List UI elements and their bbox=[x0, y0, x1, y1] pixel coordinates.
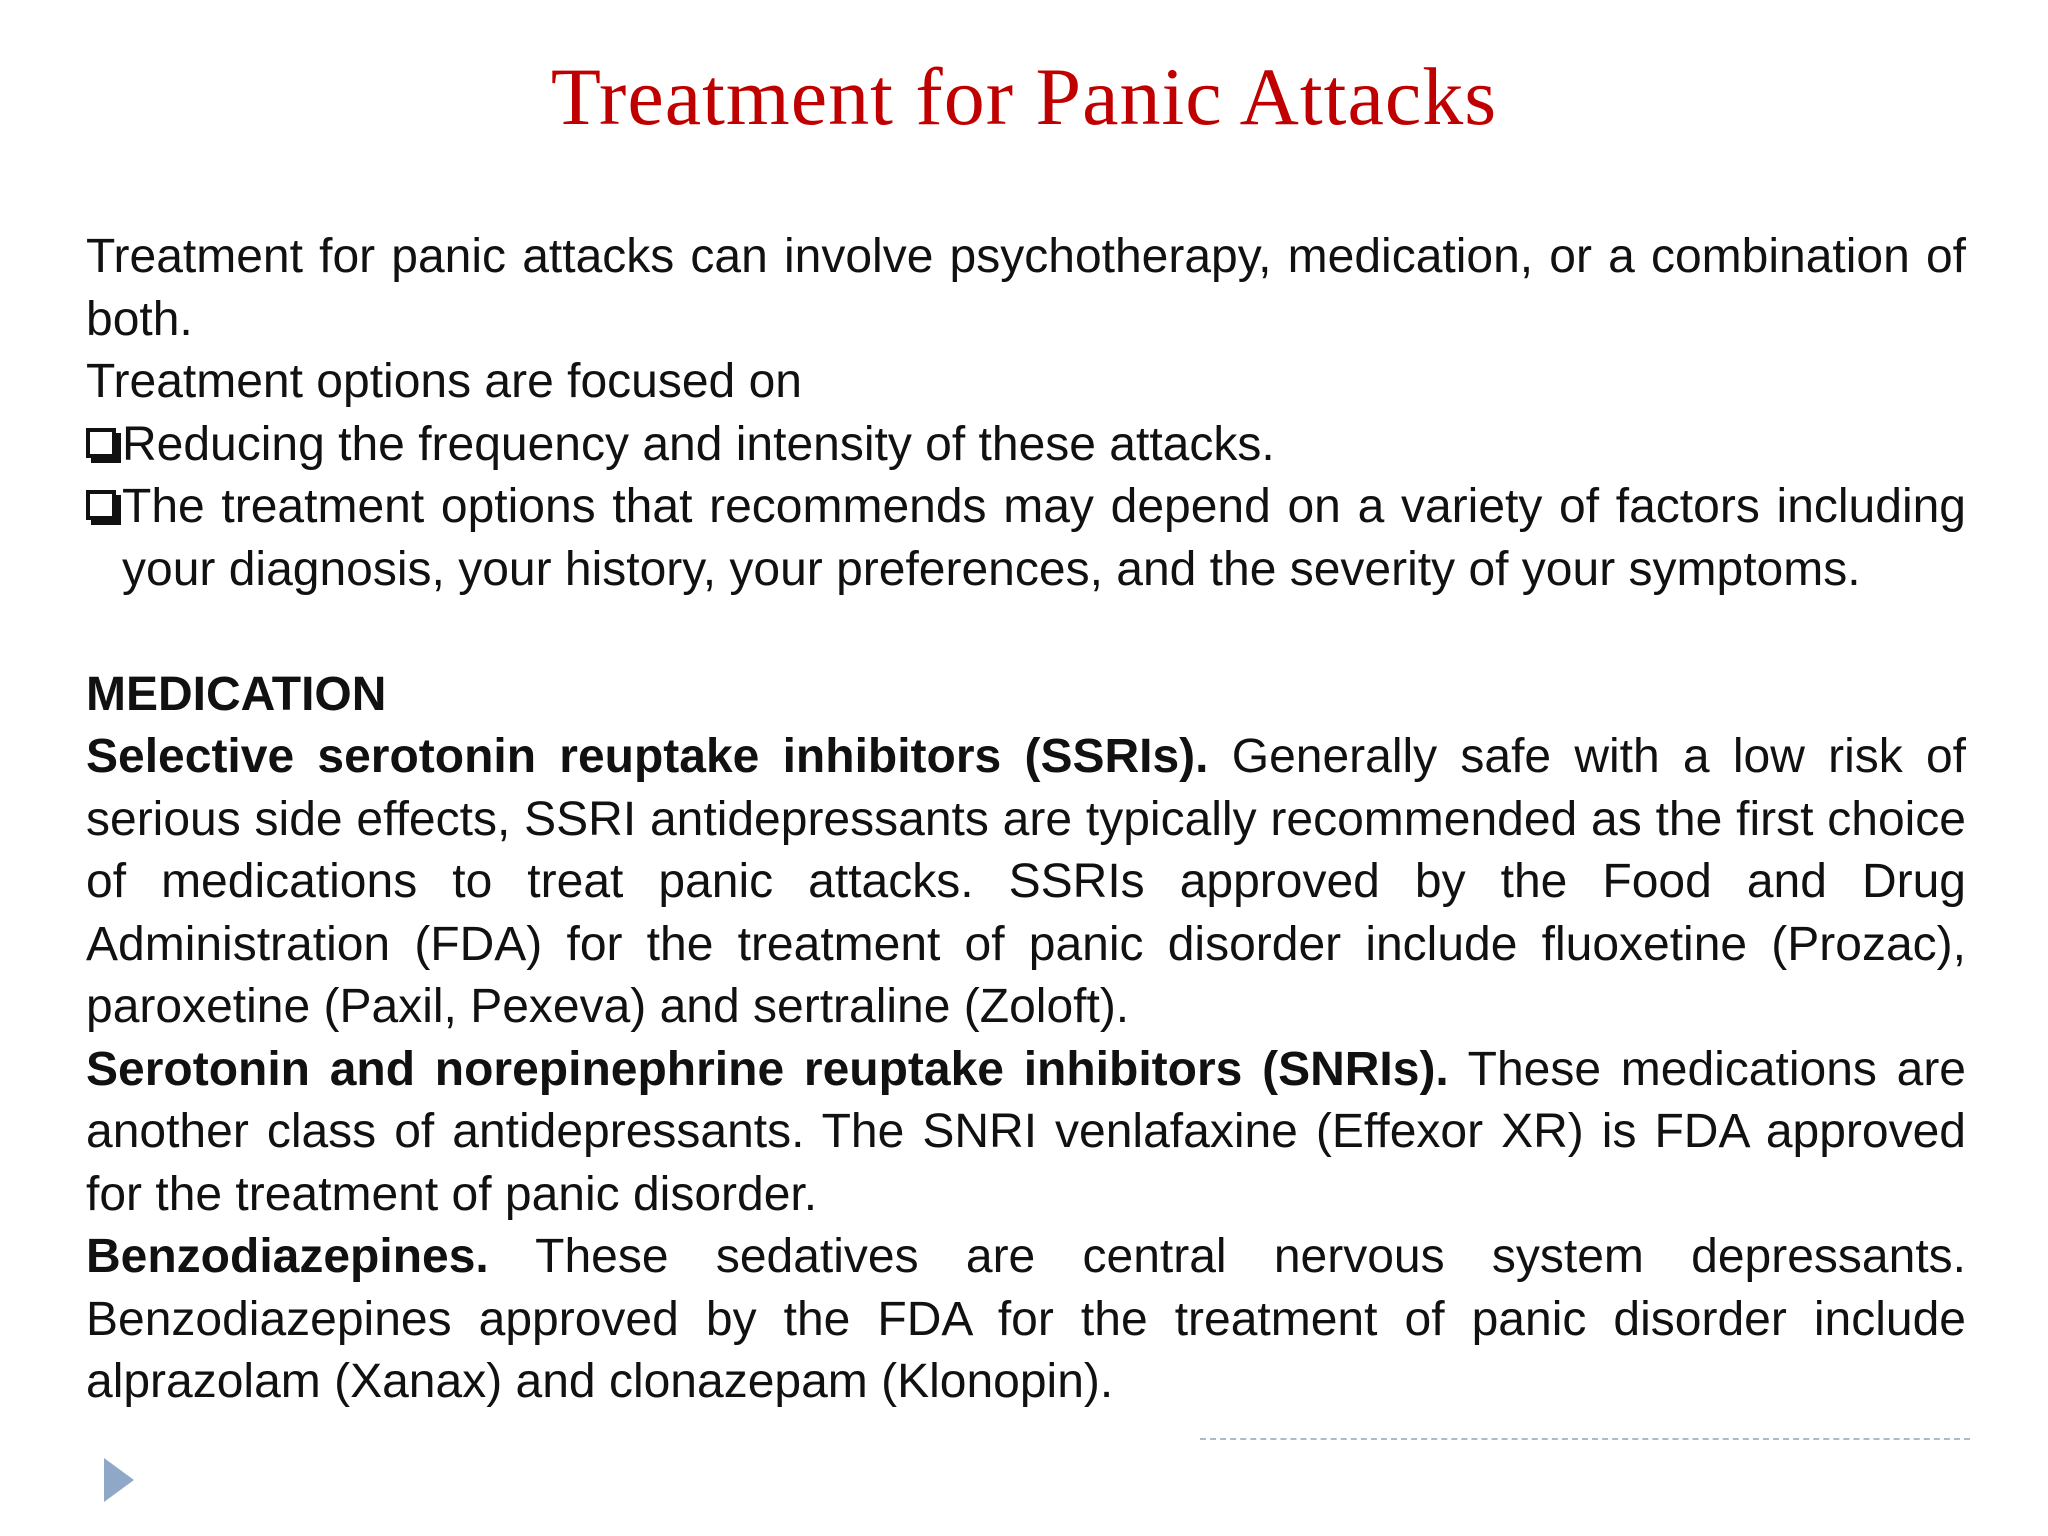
checkbox-square-icon bbox=[86, 490, 116, 520]
slide-body bbox=[86, 226, 1966, 1414]
medication-name: Selective serotonin reuptake inhibitors (SSRIs). bbox=[86, 730, 1209, 783]
medication-benzodiazepines bbox=[86, 1226, 1966, 1414]
medication-description: Generally safe with a low risk of serious side effects, SSRI antidepressants are typically recommended as the first choice of medications to treat panic attacks. SSRIs approved by the Food and Drug Administration (FDA) for the treatment of panic disorder include fluoxetine (Prozac), paroxetine (Paxil, Pexeva) and sertraline (Zoloft). bbox=[86, 730, 1966, 1033]
bullet-item bbox=[86, 476, 1966, 601]
bullet-text: Reducing the frequency and intensity of these attacks. bbox=[122, 417, 1275, 471]
medication-name: Benzodiazepines. bbox=[86, 1230, 489, 1283]
spacer bbox=[86, 601, 1966, 664]
dashed-divider bbox=[1200, 1438, 1970, 1440]
checkbox-square-icon bbox=[86, 428, 116, 458]
medication-description: These medications are another class of antidepressants. The SNRI venlafaxine (Effexor XR) is FDA approved for the treatment of panic disorder. bbox=[86, 1042, 1967, 1221]
medication-description: These sedatives are central nervous system depressants. Benzodiazepines approved by the FDA for the treatment of panic disorder include alprazolam (Xanax) and clonazepam (Klonopin). bbox=[86, 1230, 1966, 1408]
bullet-item bbox=[86, 414, 1966, 477]
medication-snri bbox=[86, 1039, 1966, 1227]
play-triangle-icon[interactable] bbox=[104, 1458, 134, 1502]
bullet-text: The treatment options that recommends may depend on a variety of factors including your diagnosis, your history, your preferences, and the severity of your symptoms. bbox=[122, 480, 1966, 596]
slide-title: Treatment for Panic Attacks bbox=[550, 51, 1498, 142]
focus-line: Treatment options are focused on bbox=[86, 355, 802, 408]
medication-ssri bbox=[86, 726, 1966, 1039]
medication-name: Serotonin and norepinephrine reuptake inhibitors (SNRIs). bbox=[86, 1042, 1449, 1096]
intro-paragraph: Treatment for panic attacks can involve psychotherapy, medication, or a combination of both. bbox=[86, 230, 1966, 346]
medication-heading: MEDICATION bbox=[86, 667, 387, 721]
